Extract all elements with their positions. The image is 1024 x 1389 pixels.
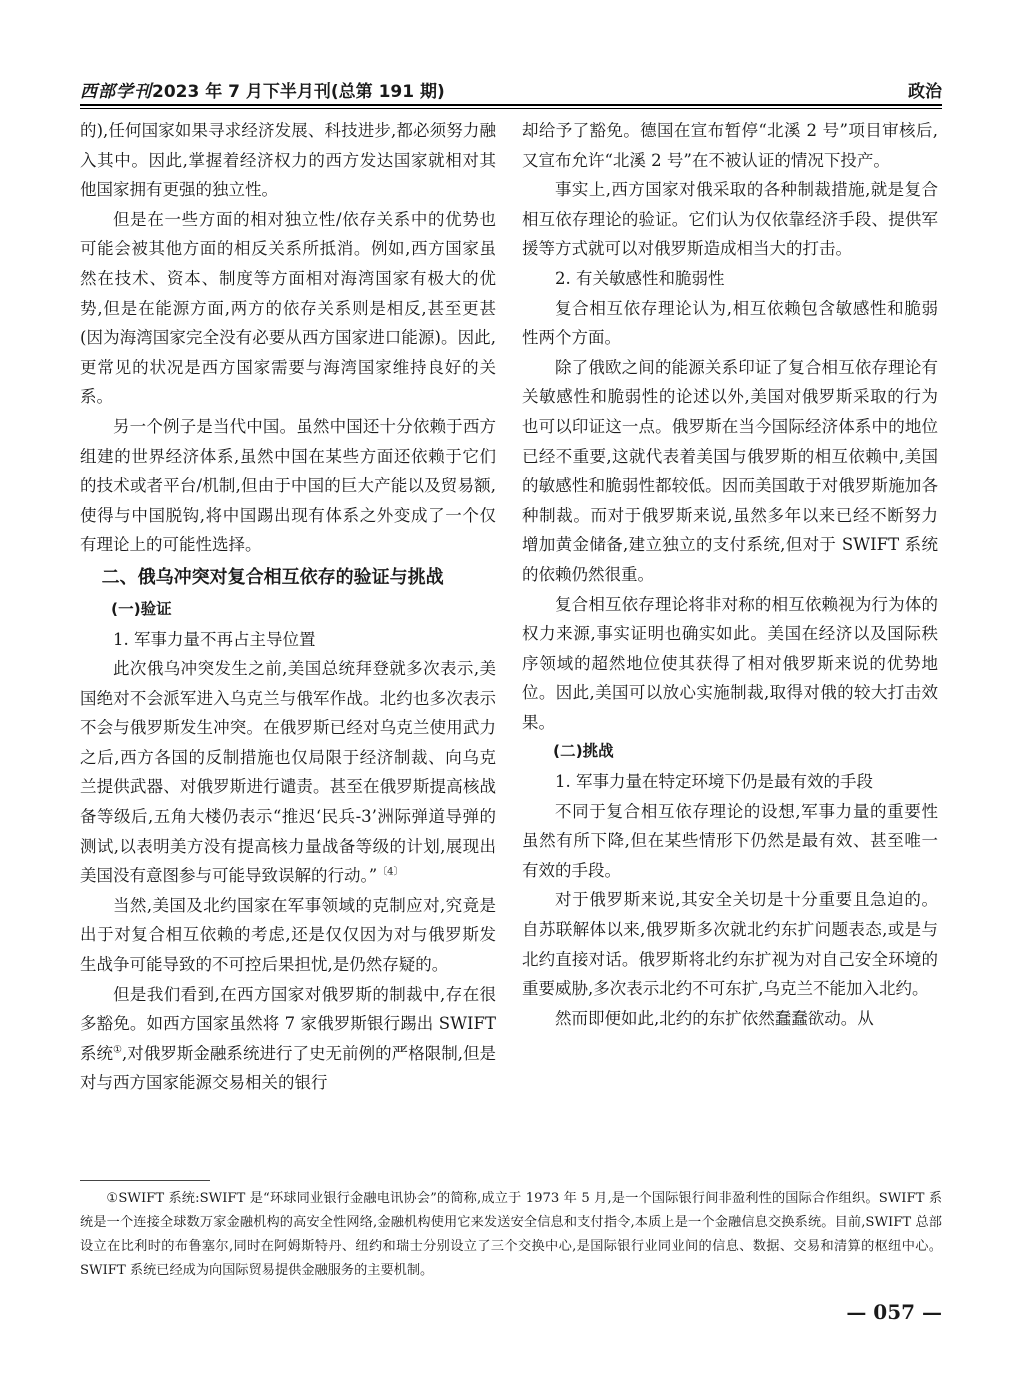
left-column	[80, 116, 496, 1098]
paragraph: 不同于复合相互依存理论的设想,军事力量的重要性虽然有所下降,但在某些情形下仍然是最有效、甚至唯一有效的手段。	[522, 801, 938, 880]
paragraph: 却给予了豁免。德国在宣布暂停“北溪 2 号”项目审核后,又宣布允许“北溪 2 号”在不被认证的情况下投产。	[522, 121, 938, 170]
footnote: ①SWIFT 系统:SWIFT 是“环球同业银行金融电讯协会”的简称,成立于 1973 年 5 月,是一个国际银行间非盈利性的国际合作组织。SWIFT 系统是一个连接全球数万家金融机构的高安全性网络,金融机构使用它来发送安全信息和支付指令,本质上是一个金融信息交换系统。目前,SWIFT 总部设立在比利时的布鲁塞尔,同时在阿姆斯特丹、纽约和瑞士分别设立了三个交换中心,是国际银行业同业间的信息、数据、交易和清算的枢纽中心。SWIFT 系统已经成为向国际贸易提供金融服务的主要机制。	[80, 1191, 942, 1278]
paragraph: 复合相互依存理论认为,相互依赖包含敏感性和脆弱性两个方面。	[522, 298, 938, 348]
paragraph: 事实上,西方国家对俄采取的各种制裁措施,就是复合相互依存理论的验证。它们认为仅依靠经济手段、提供军援等方式就可以对俄罗斯造成相当大的打击。	[522, 180, 938, 259]
running-header	[80, 70, 942, 102]
journal-issue	[80, 77, 445, 102]
citation-ref: 〔4〕	[377, 866, 404, 878]
issue-label: 2023 年 7 月下半月刊(总第 191 期)	[152, 82, 445, 102]
subsubsection-heading: 1. 军事力量不再占主导位置	[113, 629, 316, 649]
header-rule	[80, 104, 942, 106]
section-heading: 二、俄乌冲突对复合相互依存的验证与挑战	[101, 566, 444, 588]
paragraph: 然而即便如此,北约的东扩依然蠢蠢欲动。从	[555, 1008, 874, 1028]
right-column	[522, 116, 938, 1033]
journal-logo: 西部学刊	[80, 82, 152, 102]
paragraph: 另一个例子是当代中国。虽然中国还十分依赖于西方组建的世界经济体系,虽然中国在某些方面还依赖于它们的技术或者平台/机制,但由于中国的巨大产能以及贸易额,使得与中国脱钩,将中国踢出现有体系之外变成了一个仅有理论上的可能性选择。	[80, 416, 496, 555]
footnote-rule	[80, 1180, 210, 1181]
paragraph-text: 但是我们看到,在西方国家对俄罗斯的制裁中,存在很多豁免。如西方国家虽然将 7 家俄罗斯银行踢出 SWIFT 系统	[80, 984, 496, 1063]
paragraph: 当然,美国及北约国家在军事领域的克制应对,究竟是出于对复合相互依赖的考虑,还是仅仅因为对与俄罗斯发生战争可能导致的不可控后果担忧,是仍然存疑的。	[80, 895, 496, 975]
paragraph-text: ,对俄罗斯金融系统进行了史无前例的严格限制,但是对与西方国家能源交易相关的银行	[80, 1043, 497, 1093]
paragraph	[80, 654, 496, 891]
paragraph: 的),任何国家如果寻求经济发展、科技进步,都必须努力融入其中。因此,掌握着经济权力的西方发达国家就相对其他国家拥有更强的独立性。	[80, 121, 496, 200]
paragraph: 复合相互依存理论将非对称的相互依赖视为行为体的权力来源,事实证明也确实如此。美国在经济以及国际秩序领域的超然地位使其获得了相对俄罗斯来说的优势地位。因此,美国可以放心实施制裁,取得对俄的较大打击效果。	[522, 594, 938, 732]
paragraph: 对于俄罗斯来说,其安全关切是十分重要且急迫的。自苏联解体以来,俄罗斯多次就北约东扩问题表态,或是与北约直接对话。俄罗斯将北约东扩视为对自己安全环境的重要威胁,多次表示北约不可东扩,乌克兰不能加入北约。	[522, 890, 938, 999]
subsubsection-heading: 1. 军事力量在特定环境下仍是最有效的手段	[555, 772, 873, 792]
paragraph-text: 此次俄乌冲突发生之前,美国总统拜登就多次表示,美国绝对不会派军进入乌克兰与俄军作战。北约也多次表示不会与俄罗斯发生冲突。在俄罗斯已经对乌克兰使用武力之后,西方各国的反制措施也仅局限于经济制裁、向乌克兰提供武器、对俄罗斯进行谴责。甚至在俄罗斯提高核战备等级后,五角大楼仍表示“推迟‘民兵-3’洲际弹道导弹的测试,以表明美方没有提高核力量战备等级的计划,展现出美国没有意图参与可能导致误解的行动。”	[80, 659, 496, 886]
header-rule-thin	[80, 108, 942, 109]
subsubsection-heading: 2. 有关敏感性和脆弱性	[555, 268, 725, 288]
section-label: 政治	[908, 82, 942, 102]
subsection-heading: (二)挑战	[553, 742, 614, 761]
paragraph: 除了俄欧之间的能源关系印证了复合相互依存理论有关敏感性和脆弱性的论述以外,美国对俄罗斯采取的行为也可以印证这一点。俄罗斯在当今国际经济体系中的地位已经不重要,这就代表着美国与俄罗斯的相互依赖中,美国的敏感性和脆弱性都较低。因而美国敢于对俄罗斯施加各种制裁。而对于俄罗斯来说,虽然多年以来已经不断努力增加黄金储备,建立独立的支付系统,但对于 SWIFT 系统的依赖仍然很重。	[522, 357, 938, 584]
footnote-marker: ①	[113, 1044, 123, 1056]
paragraph	[80, 980, 496, 1098]
subsection-heading: (一)验证	[111, 599, 172, 618]
paragraph: 但是在一些方面的相对独立性/依存关系中的优势也可能会被其他方面的相反关系所抵消。例如,西方国家虽然在技术、资本、制度等方面相对海湾国家有极大的优势,但是在能源方面,两方的依存关系则是相反,甚至更甚(因为海湾国家完全没有必要从西方国家进口能源)。因此,更常见的状况是西方国家需要与海湾国家维持良好的关系。	[80, 209, 496, 407]
page-number: — 057 —	[846, 1300, 942, 1324]
